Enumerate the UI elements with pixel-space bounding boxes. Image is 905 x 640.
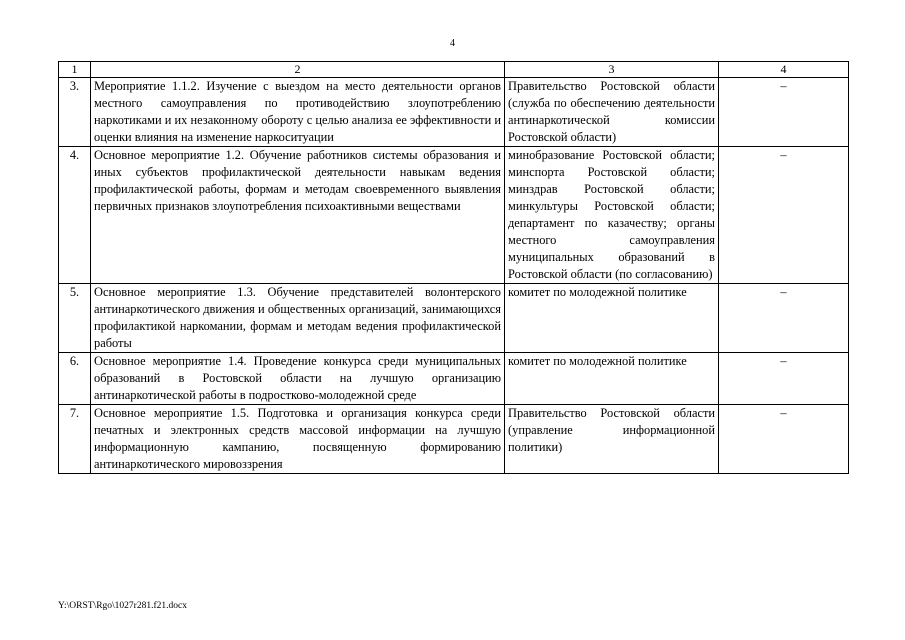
column-header-2: 2 <box>91 62 505 78</box>
row-number: 4. <box>59 147 91 284</box>
row-number: 7. <box>59 405 91 474</box>
event-cell: Основное мероприятие 1.4. Проведение конкурса среди муниципальных образований в Ростовской области на лучшую организацию антинаркотической работы в подростково-молодежной среде <box>91 353 505 405</box>
event-cell: Основное мероприятие 1.3. Обучение представителей волонтерского антинаркотического движения и общественных организаций, занимающихся профилактикой наркомании, формам и методам ведения профилактической работы <box>91 284 505 353</box>
table-row <box>59 353 849 405</box>
executor-cell: комитет по молодежной политике <box>505 284 719 353</box>
file-path-footer: Y:\ORST\Rgo\1027r281.f21.docx <box>58 601 187 611</box>
column-4-cell: – <box>719 147 849 284</box>
column-4-cell: – <box>719 405 849 474</box>
column-4-cell: – <box>719 78 849 147</box>
table-row <box>59 405 849 474</box>
table-header-row <box>59 62 849 78</box>
event-cell: Мероприятие 1.1.2. Изучение с выездом на место деятельности органов местного самоуправления по противодействию злоупотреблению наркотиками и их незаконному обороту с целью анализа ее эффективности и оценки влияния на изменение наркоситуации <box>91 78 505 147</box>
table-row <box>59 147 849 284</box>
table-row <box>59 78 849 147</box>
column-4-cell: – <box>719 284 849 353</box>
activities-table <box>58 61 849 474</box>
event-cell: Основное мероприятие 1.2. Обучение работников системы образования и иных субъектов профилактической деятельности навыкам ведения профилактической работы, формам и методам своевременного выявления первичных признаков злоупотребления психоактивными веществами <box>91 147 505 284</box>
row-number: 5. <box>59 284 91 353</box>
event-cell: Основное мероприятие 1.5. Подготовка и организация конкурса среди печатных и электронных средств массовой информации на лучшую информационную кампанию, посвященную формированию антинаркотического мировоззрения <box>91 405 505 474</box>
row-number: 6. <box>59 353 91 405</box>
row-number: 3. <box>59 78 91 147</box>
executor-cell: минобразование Ростовской области; минспорта Ростовской области; минздрав Ростовской области; минкультуры Ростовской области; департамент по казачеству; органы местного самоуправления муниципальных образований в Ростовской области (по согласованию) <box>505 147 719 284</box>
executor-cell: Правительство Ростовской области (управление информационной политики) <box>505 405 719 474</box>
column-header-4: 4 <box>719 62 849 78</box>
column-4-cell: – <box>719 353 849 405</box>
executor-cell: Правительство Ростовской области (служба по обеспечению деятельности антинаркотической комиссии Ростовской области) <box>505 78 719 147</box>
page-number: 4 <box>450 38 455 49</box>
executor-cell: комитет по молодежной политике <box>505 353 719 405</box>
table-row <box>59 284 849 353</box>
column-header-1: 1 <box>59 62 91 78</box>
column-header-3: 3 <box>505 62 719 78</box>
